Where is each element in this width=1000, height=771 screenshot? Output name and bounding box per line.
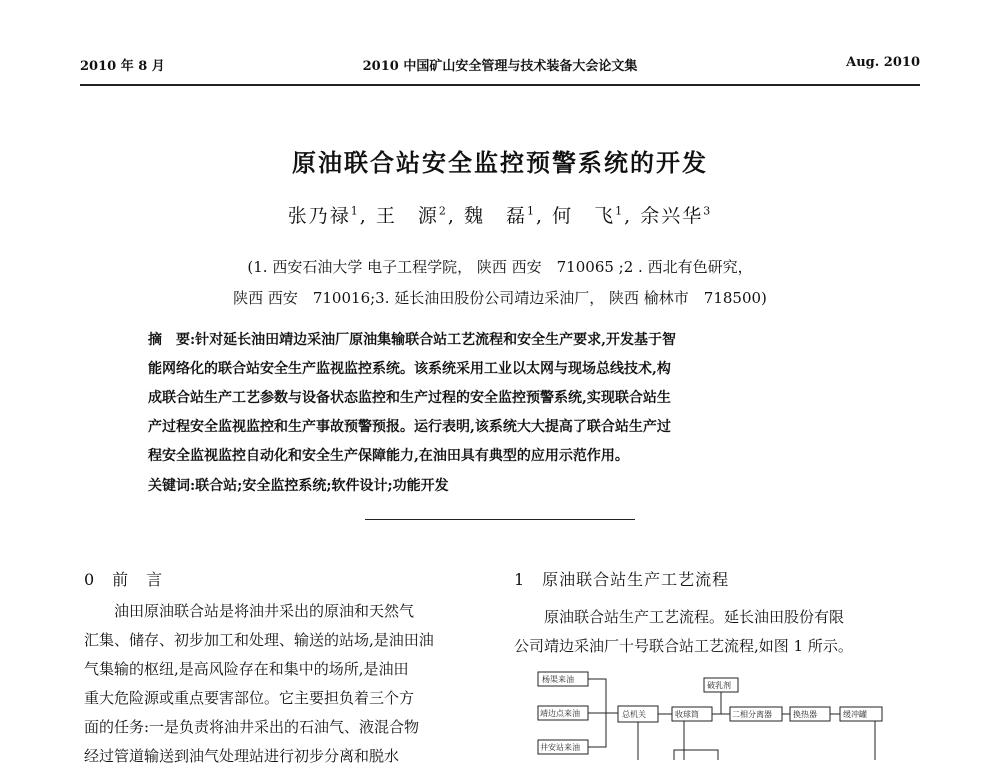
body-line: 油田原油联合站是将油井采出的原油和天然气 <box>114 602 415 620</box>
abstract <box>148 326 848 471</box>
author: 王 源 <box>375 205 439 227</box>
keywords-label: 关键词: <box>148 478 196 494</box>
author-affil-mark: 1 <box>527 204 536 218</box>
flow-box-source-3 <box>538 740 588 754</box>
flow-box-label: 破乳剂 <box>707 681 731 690</box>
flow-box-label: 井安站来油 <box>540 743 580 752</box>
affiliation-line-2: 陕西 西安 710016;3. 延长油田股份公司靖边采油厂， 陕西 榆林市 718500) <box>233 289 767 307</box>
abstract-line: 针对延长油田靖边采油厂原油集输联合站工艺流程和安全生产要求,开发基于智 <box>195 332 677 348</box>
flow-box-source-2 <box>538 706 588 720</box>
flow-box-source-1 <box>538 672 588 686</box>
section-1-heading: 1 原油联合站生产工艺流程 <box>514 570 730 589</box>
flow-box-label: 二相分离器 <box>732 710 772 719</box>
body-line: 公司靖边采油厂十号联合站工艺流程,如图 1 所示。 <box>514 637 853 655</box>
flow-box-label: 总机关 <box>622 710 646 719</box>
author: 何 飞 <box>552 205 616 227</box>
flow-box-demulsifier <box>704 678 738 692</box>
author-affil-mark: 3 <box>703 204 713 218</box>
abstract-label: 摘 要: <box>148 332 196 348</box>
flow-box-heat-exchanger <box>790 707 830 721</box>
paper-title: 原油联合站安全监控预警系统的开发 <box>292 148 708 177</box>
body-line: 汇集、储存、初步加工和处理、输送的站场,是油田油 <box>84 631 434 649</box>
author-list: 张乃禄$^1$, 王 源$^2$, 魏 磊$^1$, 何 飞$^1$, 余兴华$^3$ <box>287 204 713 227</box>
flow-box-label: 换热器 <box>793 710 817 719</box>
keywords-text: 联合站;安全监控系统;软件设计;功能开发 <box>195 478 449 494</box>
process-flow-figure <box>536 668 896 760</box>
flow-box-label: 收球筒 <box>675 710 699 719</box>
header-journal: 2010 中国矿山安全管理与技术装备大会论文集 <box>362 59 638 74</box>
header-rule <box>80 84 920 86</box>
section-0-heading: 0 前 言 <box>84 570 164 589</box>
header-date-en: Aug. 2010 <box>846 55 920 70</box>
body-line: 原油联合站生产工艺流程。延长油田股份有限 <box>544 608 845 626</box>
author-affil-mark: 1 <box>615 204 625 218</box>
flow-connectors <box>588 679 875 760</box>
author: 魏 磊 <box>463 205 527 227</box>
body-line: 面的任务:一是负责将油井采出的石油气、液混合物 <box>84 718 420 736</box>
abstract-line: 产过程安全监视监控和生产事故预警预报。运行表明,该系统大大提高了联合站生产过 <box>148 419 671 435</box>
flow-box-manifold <box>618 706 658 722</box>
section-divider <box>365 519 635 520</box>
keywords <box>148 475 848 495</box>
author-affil-mark: 2 <box>438 204 448 218</box>
author: 余兴华 <box>640 205 704 227</box>
header-date: 2010 年 8 月 <box>80 59 165 74</box>
author: 张乃禄 <box>287 205 351 227</box>
flow-box-pig-receiver <box>672 707 712 721</box>
body-line: 气集输的枢纽,是高风险存在和集中的场所,是油田 <box>84 660 409 678</box>
abstract-line: 能网络化的联合站安全生产监视监控系统。该系统采用工业以太网与现场总线技术,构 <box>148 361 671 377</box>
flow-box-buffer-tank <box>840 707 882 721</box>
section-1-body <box>514 603 924 661</box>
running-header <box>80 55 920 77</box>
author-affil-mark: 1 <box>350 204 360 218</box>
flow-box-label: 靖边点来油 <box>540 709 580 718</box>
flow-box-label: 杨渠来油 <box>542 675 574 684</box>
body-line: 重大危险源或重点要害部位。它主要担负着三个方 <box>84 689 415 707</box>
affiliation-line-1: (1. 西安石油大学 电子工程学院， 陕西 西安 710065 ;2 . 西北有色研究， <box>247 258 753 276</box>
flow-box-label: 缓冲罐 <box>843 710 867 719</box>
flow-box-separator <box>730 707 782 721</box>
section-0-body <box>84 597 494 771</box>
body-line: 经过管道输送到油气处理站进行初步分离和脱水 <box>84 747 400 765</box>
abstract-line: 成联合站生产工艺参数与设备状态监控和生产过程的安全监控预警系统,实现联合站生 <box>148 390 671 406</box>
abstract-line: 程安全监视监控自动化和安全生产保障能力,在油田具有典型的应用示范作用。 <box>148 448 629 464</box>
